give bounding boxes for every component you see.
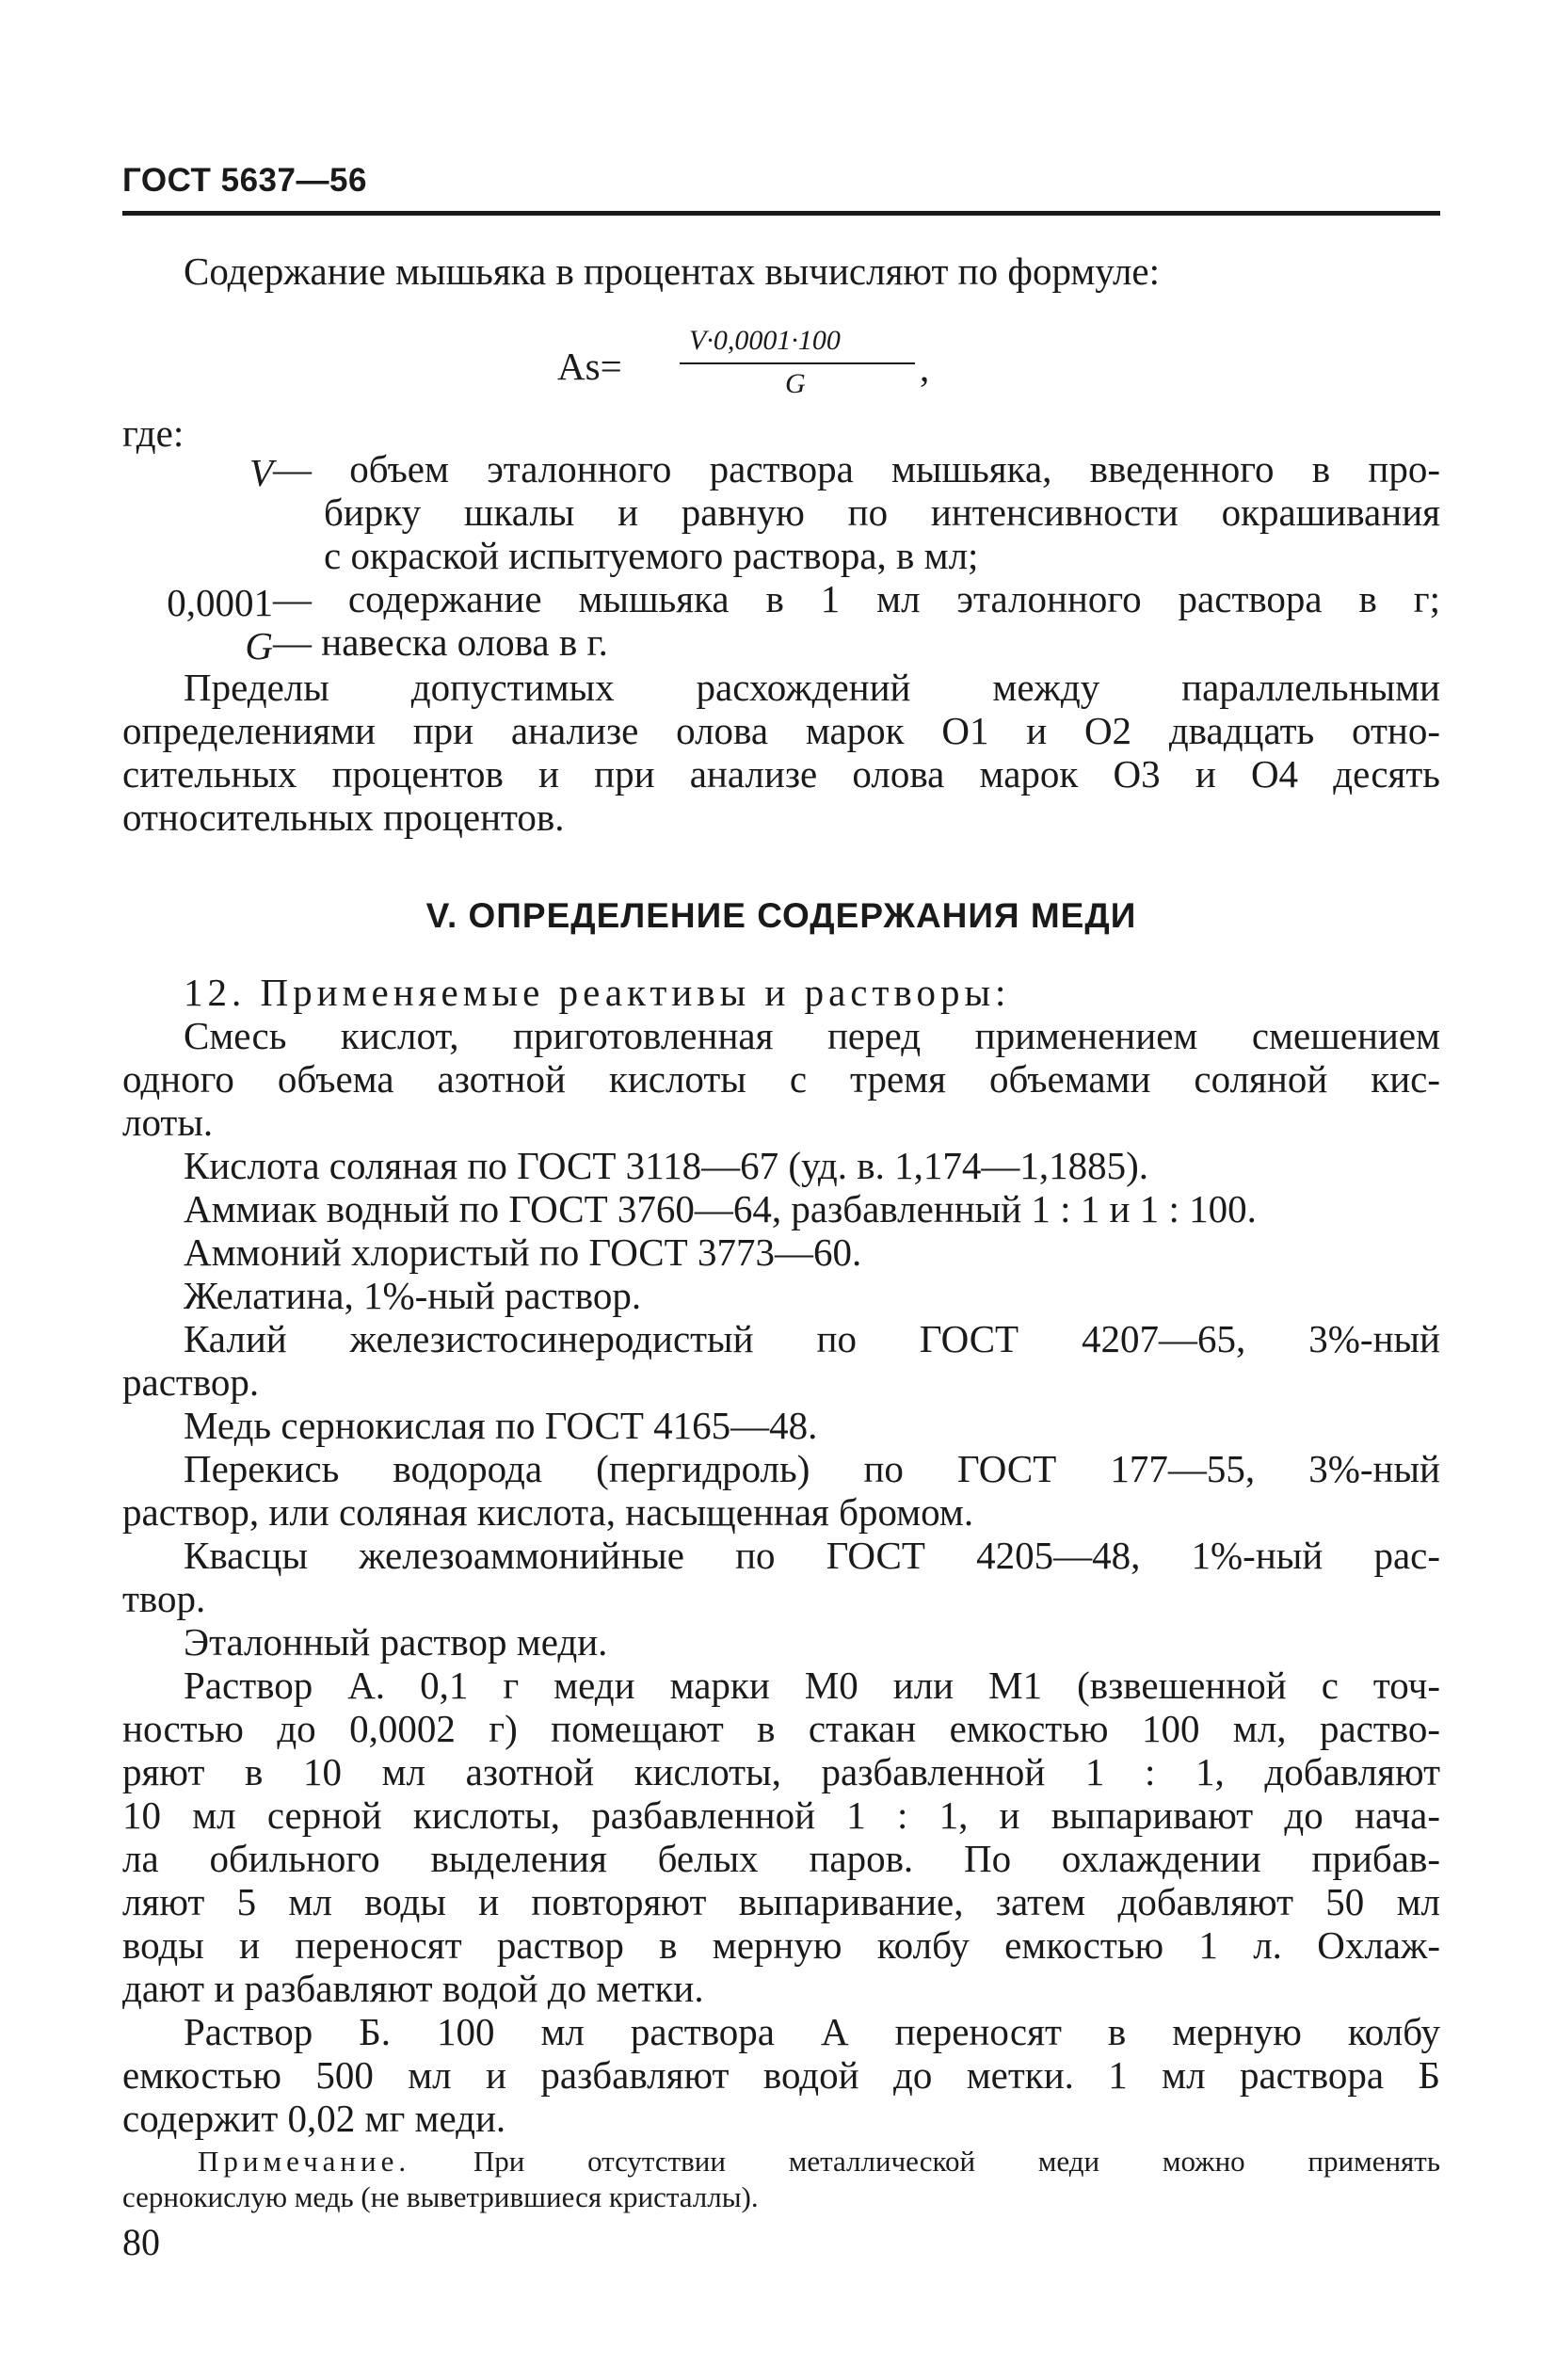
solution-b-line-1: Раствор Б. 100 мл раствора А переносят в мерную колбу bbox=[184, 2010, 1440, 2053]
formula-comma: , bbox=[920, 346, 930, 390]
def-concentration-line: — содержание мышьяка в 1 мл эталонного раствора в г; bbox=[273, 577, 1440, 620]
solution-a-line-8: дают и разбавляют водой до метки. bbox=[122, 1967, 704, 2010]
note-line-1 bbox=[198, 2147, 1440, 2176]
def-g-line: — навеска олова в г. bbox=[273, 620, 608, 664]
reagent-acid-mix-line-3: лоты. bbox=[122, 1101, 214, 1144]
note-text-1: При отсутствии металлической меди можно применять bbox=[473, 2145, 1440, 2178]
reagent-standard-copper: Эталонный раствор меди. bbox=[184, 1620, 608, 1664]
reagents-heading: 12. Применяемые реактивы и растворы: bbox=[184, 971, 1011, 1014]
reagent-peroxide-line-1: Перекись водорода (пергидроль) по ГОСТ 177—55, 3%-ный bbox=[184, 1447, 1440, 1490]
header-rule bbox=[122, 211, 1440, 216]
reagent-hcl: Кислота соляная по ГОСТ 3118—67 (уд. в. 1,174—1,1885). bbox=[184, 1144, 1149, 1187]
limits-line-4: относительных процентов. bbox=[122, 796, 565, 839]
formula-denominator: G bbox=[785, 368, 806, 399]
limits-line-1: Пределы допустимых расхождений между параллельными bbox=[184, 666, 1440, 709]
formula-intro: Содержание мышьяка в процентах вычисляют по формуле: bbox=[184, 249, 1161, 293]
solution-a-line-6: ляют 5 мл воды и повторяют выпаривание, затем добавляют 50 мл bbox=[122, 1880, 1440, 1923]
reagent-acid-mix-line-1: Смесь кислот, приготовленная перед применением смешением bbox=[184, 1014, 1440, 1057]
reagent-acid-mix-line-2: одного объема азотной кислоты с тремя объемами соляной кис- bbox=[122, 1057, 1440, 1101]
reagent-ammonium-chloride: Аммоний хлористый по ГОСТ 3773—60. bbox=[184, 1230, 862, 1274]
def-term-v: V bbox=[249, 451, 273, 494]
solution-a-line-2: ностью до 0,0002 г) помещают в стакан емкостью 100 мл, раство- bbox=[122, 1707, 1440, 1750]
def-term-concentration: 0,0001 bbox=[167, 581, 273, 624]
section-title: V. ОПРЕДЕЛЕНИЕ СОДЕРЖАНИЯ МЕДИ bbox=[425, 896, 1137, 935]
def-v-line-1: — объем эталонного раствора мышьяка, введенного в про- bbox=[273, 447, 1440, 490]
reagent-gelatin: Желатина, 1%-ный раствор. bbox=[184, 1274, 642, 1317]
limits-line-2: определениями при анализе олова марок О1 и О2 двадцать отно- bbox=[122, 709, 1440, 752]
reagent-alum-line-1: Квасцы железоаммонийные по ГОСТ 4205—48, 1%-ный рас- bbox=[184, 1534, 1440, 1577]
note-line-2: сернокислую медь (не выветрившиеся кристаллы). bbox=[122, 2180, 759, 2213]
limits-line-3: сительных процентов и при анализе олова марок О3 и О4 десять bbox=[122, 752, 1440, 796]
note-label: Примечание. bbox=[198, 2145, 411, 2178]
solution-a-line-4: 10 мл серной кислоты, разбавленной 1 : 1, и выпаривают до нача- bbox=[122, 1793, 1440, 1837]
def-term-g: G bbox=[245, 624, 273, 667]
where-label: где: bbox=[122, 411, 184, 455]
solution-b-line-2: емкостью 500 мл и разбавляют водой до метки. 1 мл раствора Б bbox=[122, 2053, 1440, 2097]
def-v-line-2: бирку шкалы и равную по интенсивности окрашивания bbox=[324, 490, 1440, 534]
reagent-ferrocyanide-line-2: раствор. bbox=[122, 1360, 260, 1404]
solution-a-line-3: ряют в 10 мл азотной кислоты, разбавленной 1 : 1, добавляют bbox=[122, 1750, 1440, 1793]
solution-a-line-5: ла обильного выделения белых паров. По охлаждении прибав- bbox=[122, 1837, 1440, 1880]
page-number: 80 bbox=[122, 2221, 160, 2263]
reagent-ammonia: Аммиак водный по ГОСТ 3760—64, разбавленный 1 : 1 и 1 : 100. bbox=[184, 1187, 1257, 1230]
document-header: ГОСТ 5637—56 bbox=[122, 162, 367, 199]
reagent-ferrocyanide-line-1: Калий железистосинеродистый по ГОСТ 4207—65, 3%-ный bbox=[184, 1317, 1440, 1360]
arsenic-formula bbox=[557, 325, 1122, 400]
reagent-peroxide-line-2: раствор, или соляная кислота, насыщенная бромом. bbox=[122, 1490, 974, 1534]
fraction-bar bbox=[680, 362, 915, 364]
def-v-line-3: с окраской испытуемого раствора, в мл; bbox=[324, 534, 979, 577]
reagent-copper-sulfate: Медь сернокислая по ГОСТ 4165—48. bbox=[184, 1404, 818, 1447]
formula-lhs: As= bbox=[557, 345, 622, 388]
solution-a-line-1: Раствор А. 0,1 г меди марки М0 или М1 (взвешенной с точ- bbox=[184, 1664, 1440, 1707]
solution-a-line-7: воды и переносят раствор в мерную колбу емкостью 1 л. Охлаж- bbox=[122, 1923, 1440, 1967]
reagent-alum-line-2: твор. bbox=[122, 1577, 206, 1620]
solution-b-line-3: содержит 0,02 мг меди. bbox=[122, 2097, 506, 2140]
formula-numerator: V·0,0001·100 bbox=[689, 325, 841, 356]
